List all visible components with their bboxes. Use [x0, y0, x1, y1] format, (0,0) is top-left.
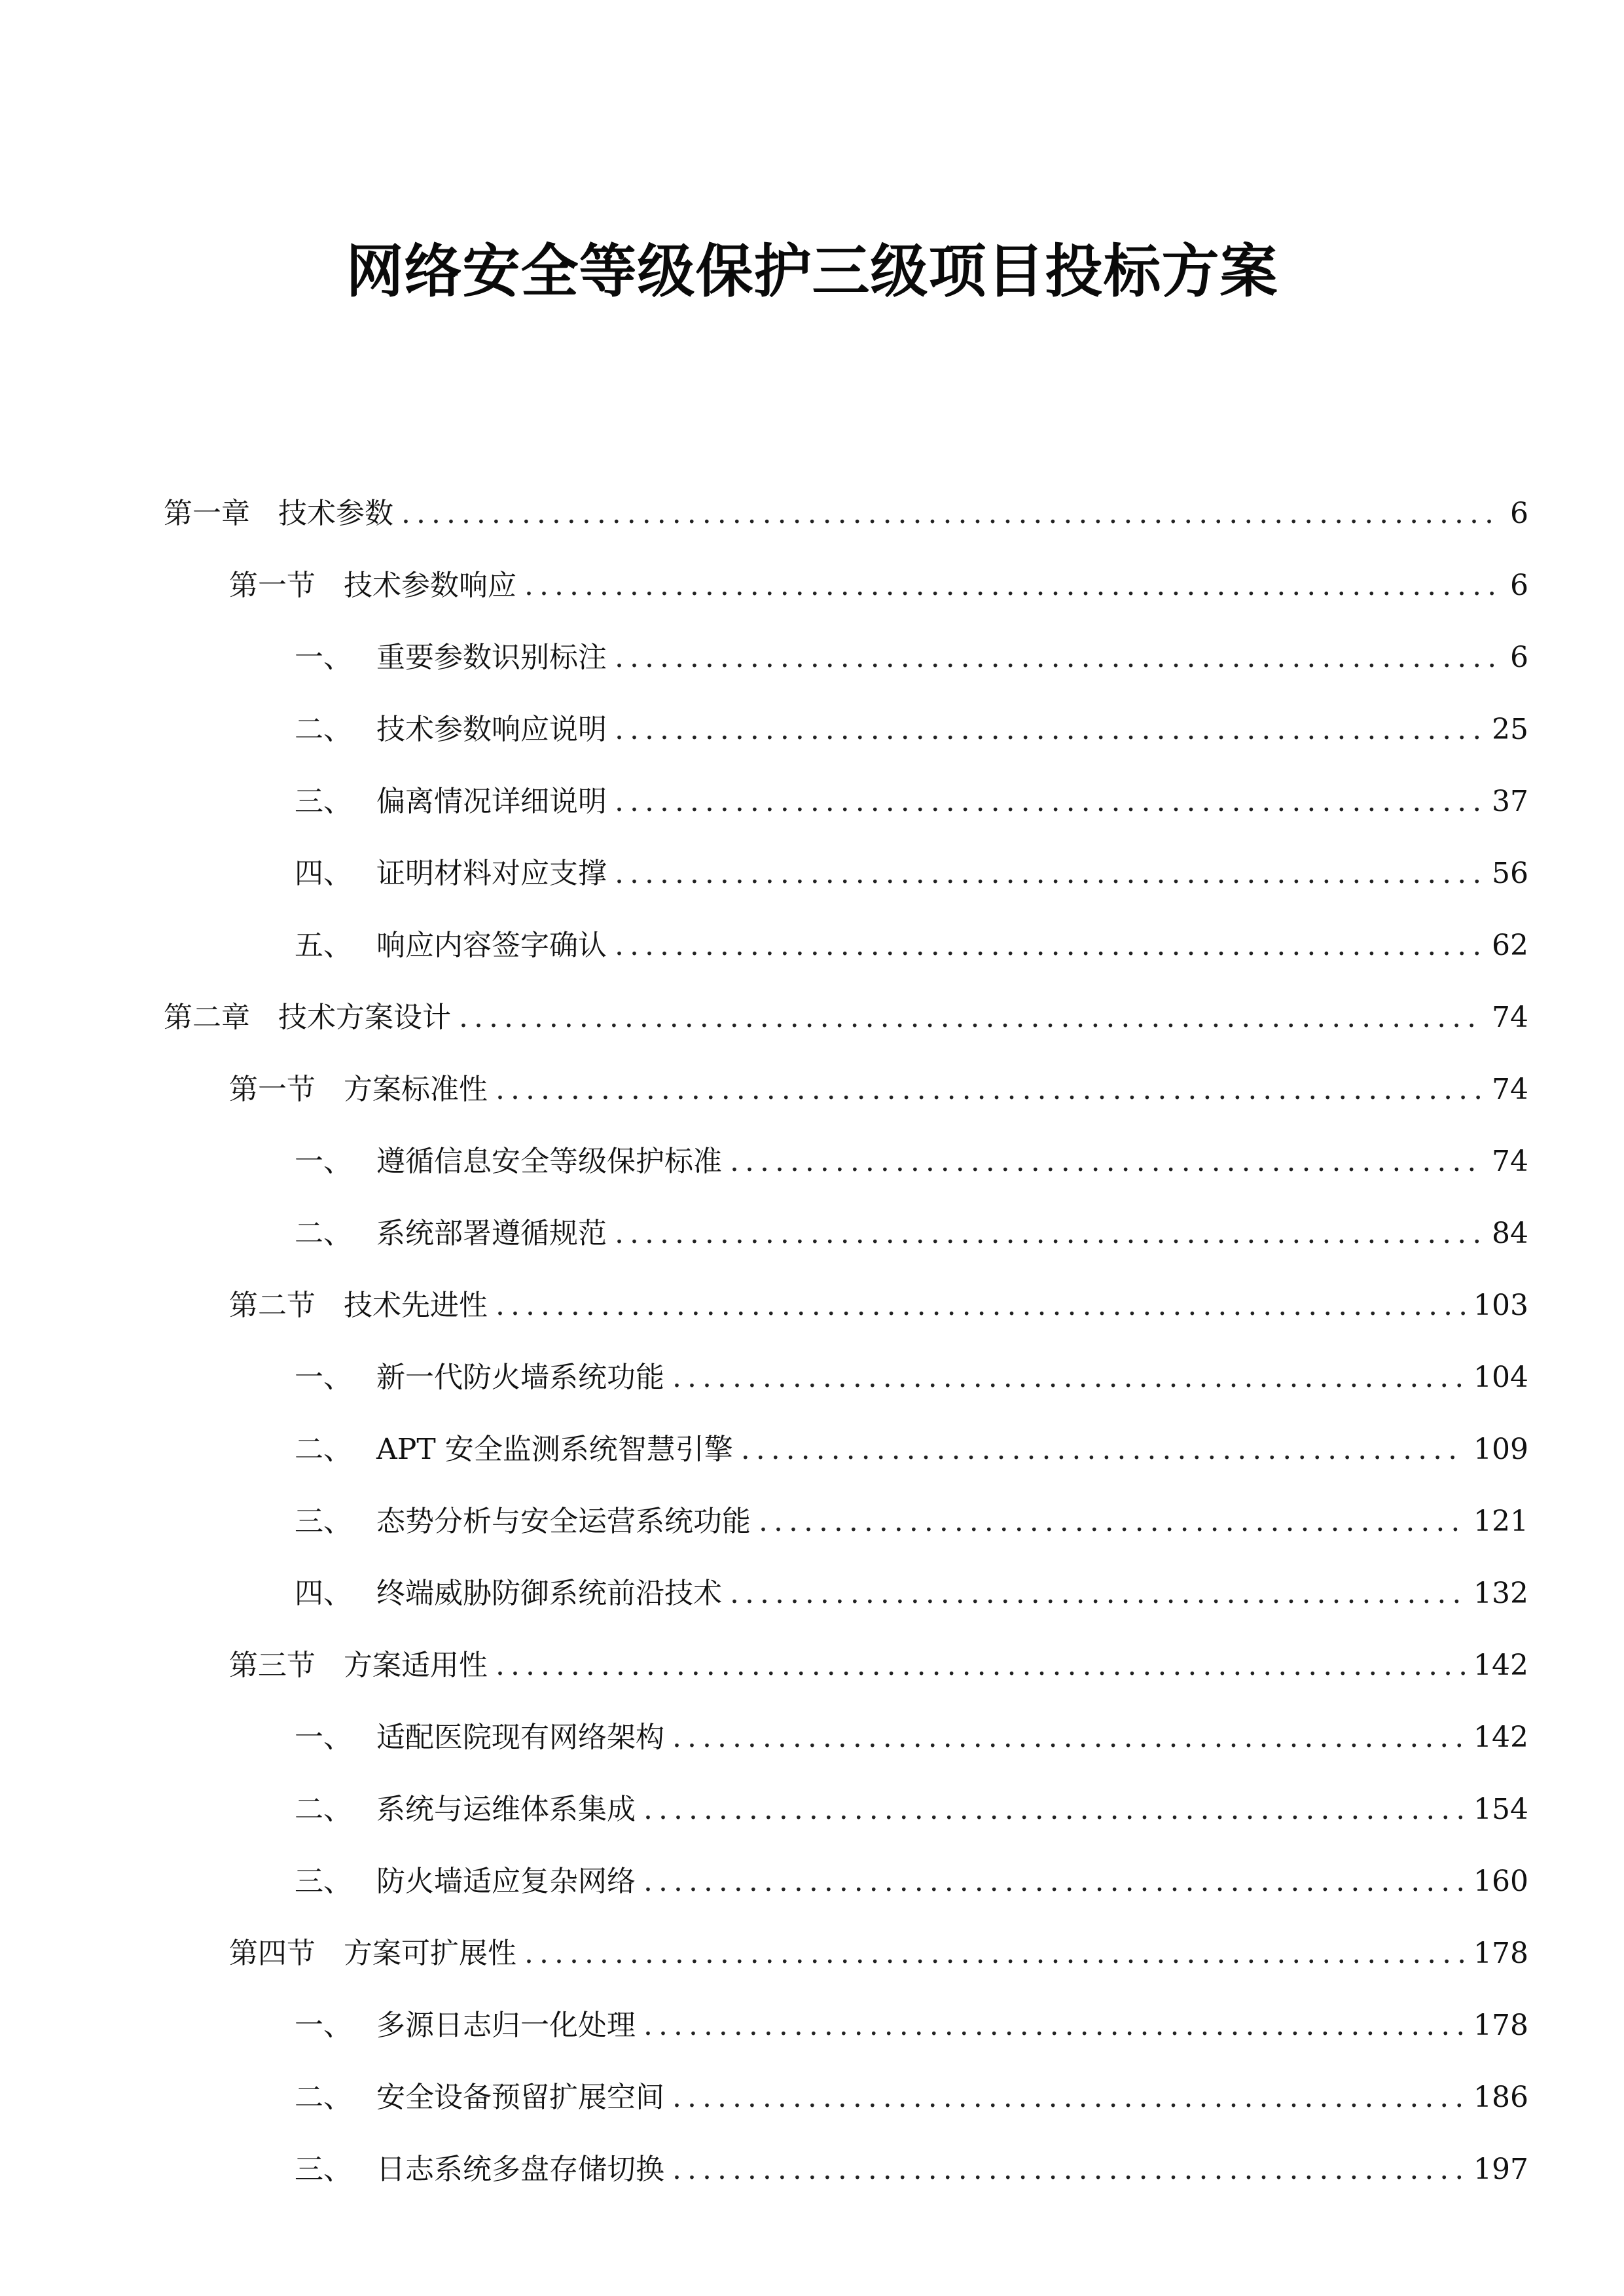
- toc-entry-number: 二、: [295, 1217, 352, 1250]
- toc-dot-leader: [643, 1774, 1466, 1846]
- toc-dot-leader: [615, 910, 1484, 982]
- toc-entry-page-number: 121: [1473, 1505, 1528, 1538]
- toc-entry-number: 三、: [295, 1865, 352, 1898]
- toc-entry-title: 技术参数响应说明: [376, 713, 607, 746]
- toc-entry-number: 第二章: [164, 1001, 250, 1034]
- toc-entry-page-number: 74: [1492, 1145, 1528, 1178]
- toc-entry-title: 安全设备预留扩展空间: [376, 2081, 664, 2114]
- toc-entry[interactable]: [164, 766, 1528, 838]
- toc-entry[interactable]: [164, 982, 1528, 1054]
- toc-entry-page-number: 132: [1473, 1577, 1528, 1610]
- toc-entry-number: 一、: [295, 2009, 352, 2042]
- toc-entry[interactable]: [164, 694, 1528, 766]
- toc-entry-title: 重要参数识别标注: [376, 641, 607, 674]
- toc-entry-title: APT 安全监测系统智慧引擎: [376, 1433, 733, 1466]
- toc-entry-title: 系统与运维体系集成: [376, 1793, 636, 1826]
- toc-entry-number: 一、: [295, 641, 352, 674]
- toc-entry-page-number: 104: [1473, 1361, 1528, 1394]
- toc-entry-title: 终端威胁防御系统前沿技术: [376, 1577, 722, 1610]
- toc-entry-page-number: 6: [1510, 569, 1528, 602]
- toc-dot-leader: [496, 1054, 1484, 1126]
- toc-entry-number: 四、: [295, 857, 352, 890]
- document-title: 网络安全等级保护三级项目投标方案: [346, 238, 1278, 305]
- toc-entry-number: 一、: [295, 1721, 352, 1754]
- toc-dot-leader: [524, 1918, 1466, 1990]
- toc-entry-number: 第一章: [164, 497, 250, 530]
- toc-entry-page-number: 25: [1492, 713, 1528, 746]
- toc-entry-title: 方案标准性: [344, 1073, 488, 1106]
- toc-entry-page-number: 84: [1492, 1217, 1528, 1250]
- toc-entry-number: 第二节: [229, 1289, 316, 1322]
- toc-entry-number: 一、: [295, 1361, 352, 1394]
- toc-entry[interactable]: [164, 1990, 1528, 2062]
- toc-entry-title: 系统部署遵循规范: [376, 1217, 607, 1250]
- toc-entry-title: 防火墙适应复杂网络: [376, 1865, 636, 1898]
- toc-entry[interactable]: [164, 1846, 1528, 1918]
- toc-entry-title: 技术方案设计: [278, 1001, 451, 1034]
- toc-entry-page-number: 109: [1473, 1433, 1528, 1466]
- toc-entry-page-number: 154: [1473, 1793, 1528, 1826]
- toc-entry-number: 三、: [295, 1505, 352, 1538]
- toc-dot-leader: [496, 1270, 1466, 1342]
- toc-entry-number: 三、: [295, 785, 352, 818]
- toc-entry-number: 第三节: [229, 1649, 316, 1682]
- toc-entry-number: 四、: [295, 1577, 352, 1610]
- toc-entry-page-number: 142: [1473, 1649, 1528, 1682]
- toc-entry[interactable]: [164, 1630, 1528, 1702]
- toc-entry-page-number: 37: [1492, 785, 1528, 818]
- toc-entry[interactable]: [164, 910, 1528, 982]
- toc-entry-title: 技术参数响应: [344, 569, 516, 602]
- toc-dot-leader: [615, 694, 1484, 766]
- toc-entry-number: 三、: [295, 2153, 352, 2186]
- toc-entry[interactable]: [164, 622, 1528, 694]
- toc-entry[interactable]: [164, 1054, 1528, 1126]
- toc-dot-leader: [730, 1558, 1466, 1630]
- toc-entry-page-number: 197: [1473, 2153, 1528, 2186]
- table-of-contents: [164, 478, 1528, 2206]
- toc-dot-leader: [615, 1198, 1484, 1270]
- toc-entry[interactable]: [164, 1270, 1528, 1342]
- toc-entry-page-number: 6: [1510, 497, 1528, 530]
- toc-dot-leader: [730, 1126, 1484, 1198]
- toc-entry-title: 遵循信息安全等级保护标准: [376, 1145, 722, 1178]
- toc-entry[interactable]: [164, 1558, 1528, 1630]
- toc-entry[interactable]: [164, 478, 1528, 550]
- toc-dot-leader: [643, 1846, 1466, 1918]
- toc-entry[interactable]: [164, 1198, 1528, 1270]
- toc-entry-number: 第一节: [229, 569, 316, 602]
- toc-entry[interactable]: [164, 2134, 1528, 2206]
- toc-entry-page-number: 160: [1473, 1865, 1528, 1898]
- toc-entry-number: 二、: [295, 1793, 352, 1826]
- toc-entry-title: 技术先进性: [344, 1289, 488, 1322]
- toc-entry[interactable]: [164, 1702, 1528, 1774]
- toc-entry[interactable]: [164, 1774, 1528, 1846]
- toc-dot-leader: [615, 838, 1484, 910]
- toc-entry-page-number: 186: [1473, 2081, 1528, 2114]
- toc-entry-title: 适配医院现有网络架构: [376, 1721, 664, 1754]
- toc-entry-title: 偏离情况详细说明: [376, 785, 607, 818]
- toc-entry-title: 新一代防火墙系统功能: [376, 1361, 664, 1394]
- toc-entry-number: 第四节: [229, 1937, 316, 1970]
- toc-entry-number: 五、: [295, 929, 352, 962]
- toc-entry[interactable]: [164, 1486, 1528, 1558]
- toc-entry-page-number: 178: [1473, 1937, 1528, 1970]
- toc-dot-leader: [496, 1630, 1466, 1702]
- toc-dot-leader: [672, 1342, 1466, 1414]
- toc-entry-page-number: 142: [1473, 1721, 1528, 1754]
- toc-entry-page-number: 62: [1492, 929, 1528, 962]
- toc-entry-title: 方案可扩展性: [344, 1937, 516, 1970]
- toc-entry-number: 二、: [295, 1433, 352, 1466]
- toc-entry-number: 二、: [295, 2081, 352, 2114]
- toc-entry[interactable]: [164, 1342, 1528, 1414]
- toc-entry-title: 响应内容签字确认: [376, 929, 607, 962]
- toc-entry-page-number: 74: [1492, 1001, 1528, 1034]
- toc-entry-title: 多源日志归一化处理: [376, 2009, 636, 2042]
- toc-entry-page-number: 56: [1492, 857, 1528, 890]
- toc-entry[interactable]: [164, 550, 1528, 622]
- toc-entry[interactable]: [164, 1414, 1528, 1486]
- toc-dot-leader: [672, 1702, 1466, 1774]
- toc-dot-leader: [672, 2134, 1466, 2206]
- toc-dot-leader: [643, 1990, 1466, 2062]
- toc-entry-title: 日志系统多盘存储切换: [376, 2153, 664, 2186]
- toc-dot-leader: [741, 1414, 1466, 1486]
- toc-entry-number: 一、: [295, 1145, 352, 1178]
- toc-dot-leader: [759, 1486, 1466, 1558]
- toc-entry-page-number: 178: [1473, 2009, 1528, 2042]
- toc-entry[interactable]: [164, 1126, 1528, 1198]
- toc-dot-leader: [615, 766, 1484, 838]
- toc-entry[interactable]: [164, 2062, 1528, 2134]
- toc-entry-page-number: 103: [1473, 1289, 1528, 1322]
- toc-entry-title: 态势分析与安全运营系统功能: [376, 1505, 751, 1538]
- toc-entry-title: 证明材料对应支撑: [376, 857, 607, 890]
- toc-entry-number: 第一节: [229, 1073, 316, 1106]
- toc-entry-title: 技术参数: [278, 497, 393, 530]
- toc-dot-leader: [615, 622, 1502, 694]
- toc-entry[interactable]: [164, 1918, 1528, 1990]
- toc-entry-page-number: 6: [1510, 641, 1528, 674]
- toc-entry[interactable]: [164, 838, 1528, 910]
- toc-dot-leader: [459, 982, 1484, 1054]
- toc-dot-leader: [524, 550, 1502, 622]
- toc-entry-page-number: 74: [1492, 1073, 1528, 1106]
- toc-dot-leader: [401, 478, 1502, 550]
- toc-dot-leader: [672, 2062, 1466, 2134]
- toc-entry-number: 二、: [295, 713, 352, 746]
- toc-entry-title: 方案适用性: [344, 1649, 488, 1682]
